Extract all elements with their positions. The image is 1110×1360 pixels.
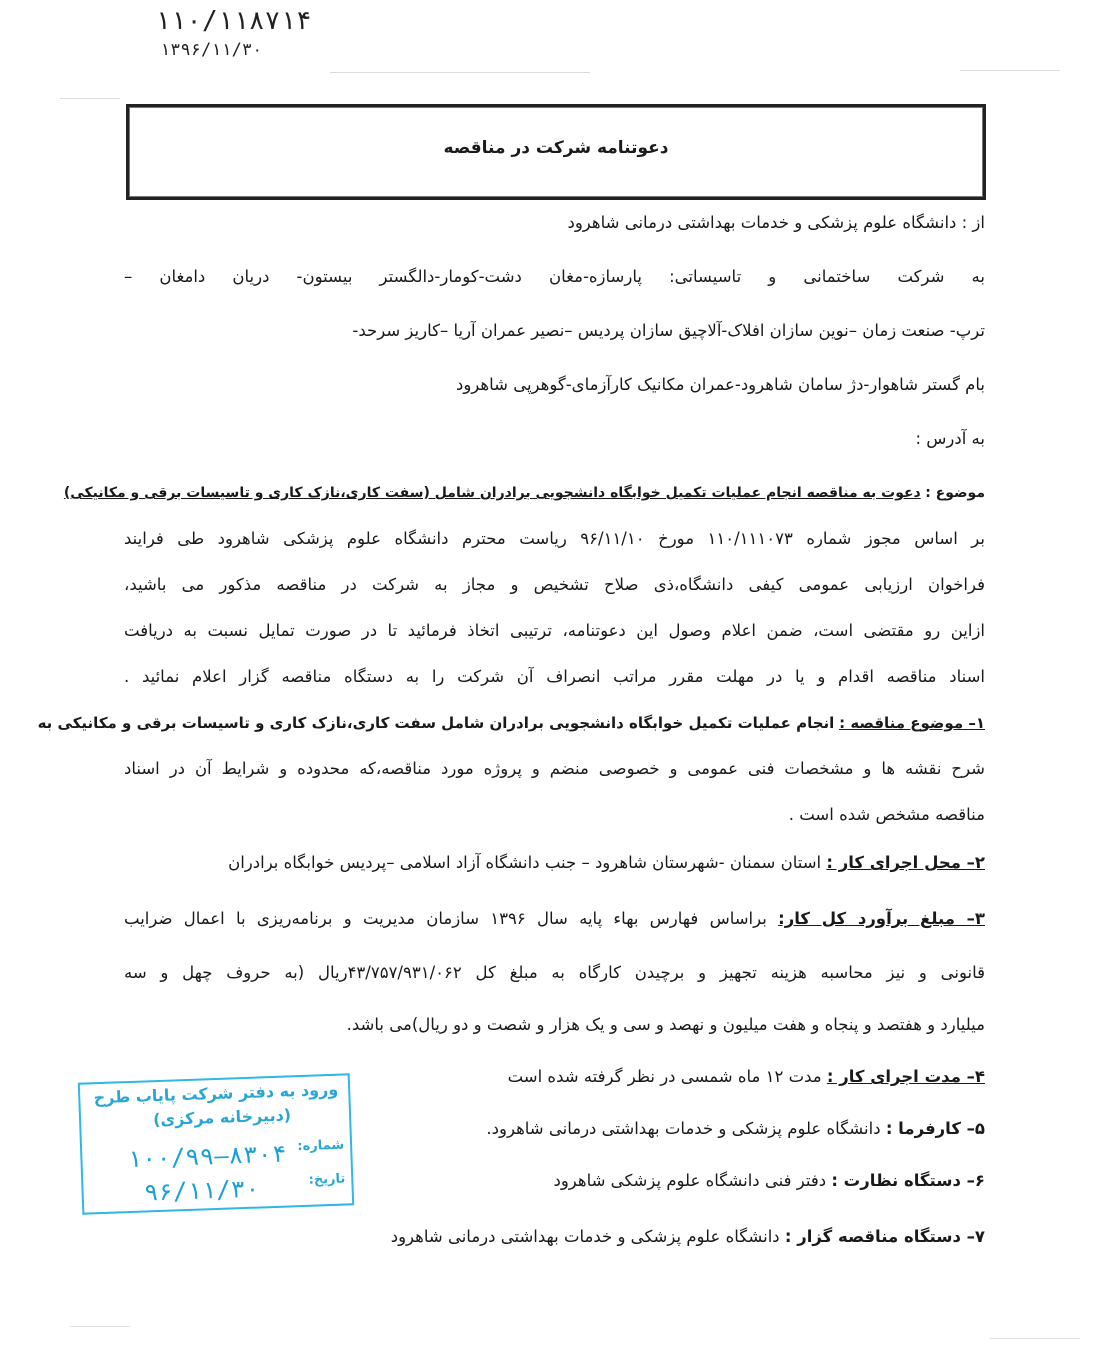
item-location-line	[228, 852, 985, 874]
item-text: انجام عملیات تکمیل خوابگاه دانشجویی برادران شامل سفت کاری،نازک کاری و تاسیسات برقی و مکانیکی به	[37, 714, 835, 732]
recipients-line: ترپ- صنعت زمان –نوین سازان افلاک-آلاچیق سازان پردیس –نصیر عمران آریا –کاریز سرحد-	[352, 321, 985, 340]
scan-mark	[990, 1338, 1080, 1339]
subject-line	[64, 482, 985, 504]
body-line: ازاین رو مقتضی است، ضمن اعلام وصول این دعوتنامه، ترتیبی اتخاذ فرمائید تا در صورت تمایل نسبت به دریافت	[124, 621, 985, 640]
page-title: دعوتنامه شرکت در مناقصه	[443, 138, 669, 158]
body-line: فراخوان ارزیابی عمومی کیفی دانشگاه،ذی صلاح تشخیص و مجاز به شرکت در مناقصه مذکور می باشید،	[124, 575, 985, 594]
recipients-line: به شرکت ساختمانی و تاسیساتی: پارسازه-مغان دشت-کومار-دالگستر بیستون- دریان دامغان –	[124, 267, 985, 286]
item-subject-line	[37, 712, 985, 734]
address-label: به آدرس :	[915, 429, 985, 448]
stamp-subtitle: (دبیرخانه مرکزی)	[152, 1105, 292, 1130]
item-label: ۳– مبلغ برآورد کل کار:	[778, 909, 985, 928]
subject-label: موضوع :	[925, 485, 985, 501]
item-label: ۱– موضوع مناقصه :	[839, 714, 985, 732]
scan-mark	[70, 1326, 130, 1327]
item-supervision-line	[553, 1170, 985, 1192]
item-label: ۵– کارفرما :	[885, 1119, 985, 1138]
item-label: ۲– محل اجرای کار :	[826, 853, 985, 872]
item-text: دانشگاه علوم پزشکی و خدمات بهداشتی درمانی شاهرود	[390, 1227, 780, 1246]
title-box	[126, 104, 986, 200]
scan-mark	[960, 70, 1060, 71]
stamp-number-value: ۱۰۰/۹۹–۸۳۰۴	[127, 1139, 287, 1174]
item-employer-line	[486, 1118, 985, 1140]
body-line: اسناد مناقصه اقدام و یا در مهلت مقرر مراتب انصراف آن شرکت را به دستگاه مناقصه گزار اعلام نمائید .	[124, 667, 985, 686]
recipients-line: بام گستر شاهوار-دژ سامان شاهرود-عمران مکانیک کارآزمای-گوهرپی شاهرود	[455, 375, 985, 394]
stamp-date-label: تاریخ:	[308, 1171, 346, 1188]
stamp-number-label: شماره:	[297, 1137, 345, 1155]
item-text: دانشگاه علوم پزشکی و خدمات بهداشتی درمانی شاهرود.	[486, 1119, 881, 1138]
item-tenderer-line	[391, 1226, 985, 1248]
item-text: براساس فهارس بهاء پایه سال ۱۳۹۶ سازمان مدیریت و برنامه‌ریزی با اعمال ضرایب	[124, 909, 767, 928]
receipt-stamp	[78, 1073, 354, 1214]
item-text-line: قانونی و نیز محاسبه هزینه تجهیز و برچیدن کارگاه به مبلغ کل ۴۳/۷۵۷/۹۳۱/۰۶۲ریال (به حروف چهل و سه	[124, 963, 985, 982]
item-text: دفتر فنی دانشگاه علوم پزشکی شاهرود	[553, 1171, 827, 1190]
subject-text: دعوت به مناقصه انجام عملیات تکمیل خوابگاه دانشجویی برادران شامل (سفت کاری،نازک کاری و تاسیسات برقی و مکانیکی)	[63, 485, 921, 501]
scan-mark	[330, 72, 590, 73]
handwritten-letter-date: ۱۳۹۶/۱۱/۳۰	[160, 40, 263, 60]
body-line: بر اساس مجوز شماره ۱۱۰/۱۱۱۰۷۳ مورخ ۹۶/۱۱/۱۰ ریاست محترم دانشگاه علوم پزشکی شاهرود طی فرایند	[124, 529, 985, 548]
item-text-line: مناقصه مشخص شده است .	[788, 805, 985, 824]
item-text-line: میلیارد و هفتصد و پنجاه و هفت میلیون و نهصد و سی و یک هزار و شصت و دو ریال)می باشد.	[346, 1015, 985, 1034]
scan-mark	[60, 98, 120, 99]
from-line: از : دانشگاه علوم پزشکی و خدمات بهداشتی درمانی شاهرود	[567, 213, 985, 232]
item-duration-line	[508, 1066, 985, 1088]
stamp-title: ورود به دفتر شرکت پایاب طرح	[93, 1079, 339, 1108]
item-label: ۷– دستگاه مناقصه گزار :	[784, 1227, 985, 1246]
item-label: ۴– مدت اجرای کار :	[826, 1067, 985, 1086]
item-text-line: شرح نقشه ها و مشخصات فنی عمومی و خصوصی منضم و پروژه مورد مناقصه،که محدوده و شرایط آن در اسناد	[124, 759, 985, 778]
item-text: استان سمنان -شهرستان شاهرود – جنب دانشگاه آزاد اسلامی –پردیس خوابگاه برادران	[228, 853, 822, 872]
stamp-date-value: ۹۶/۱۱/۳۰	[143, 1174, 261, 1207]
item-text: مدت ۱۲ ماه شمسی در نظر گرفته شده است	[507, 1067, 822, 1086]
item-estimate-line	[124, 908, 985, 930]
handwritten-letter-number: ۱۱۰/۱۱۸۷۱۴	[155, 6, 312, 36]
item-label: ۶– دستگاه نظارت :	[831, 1171, 985, 1190]
